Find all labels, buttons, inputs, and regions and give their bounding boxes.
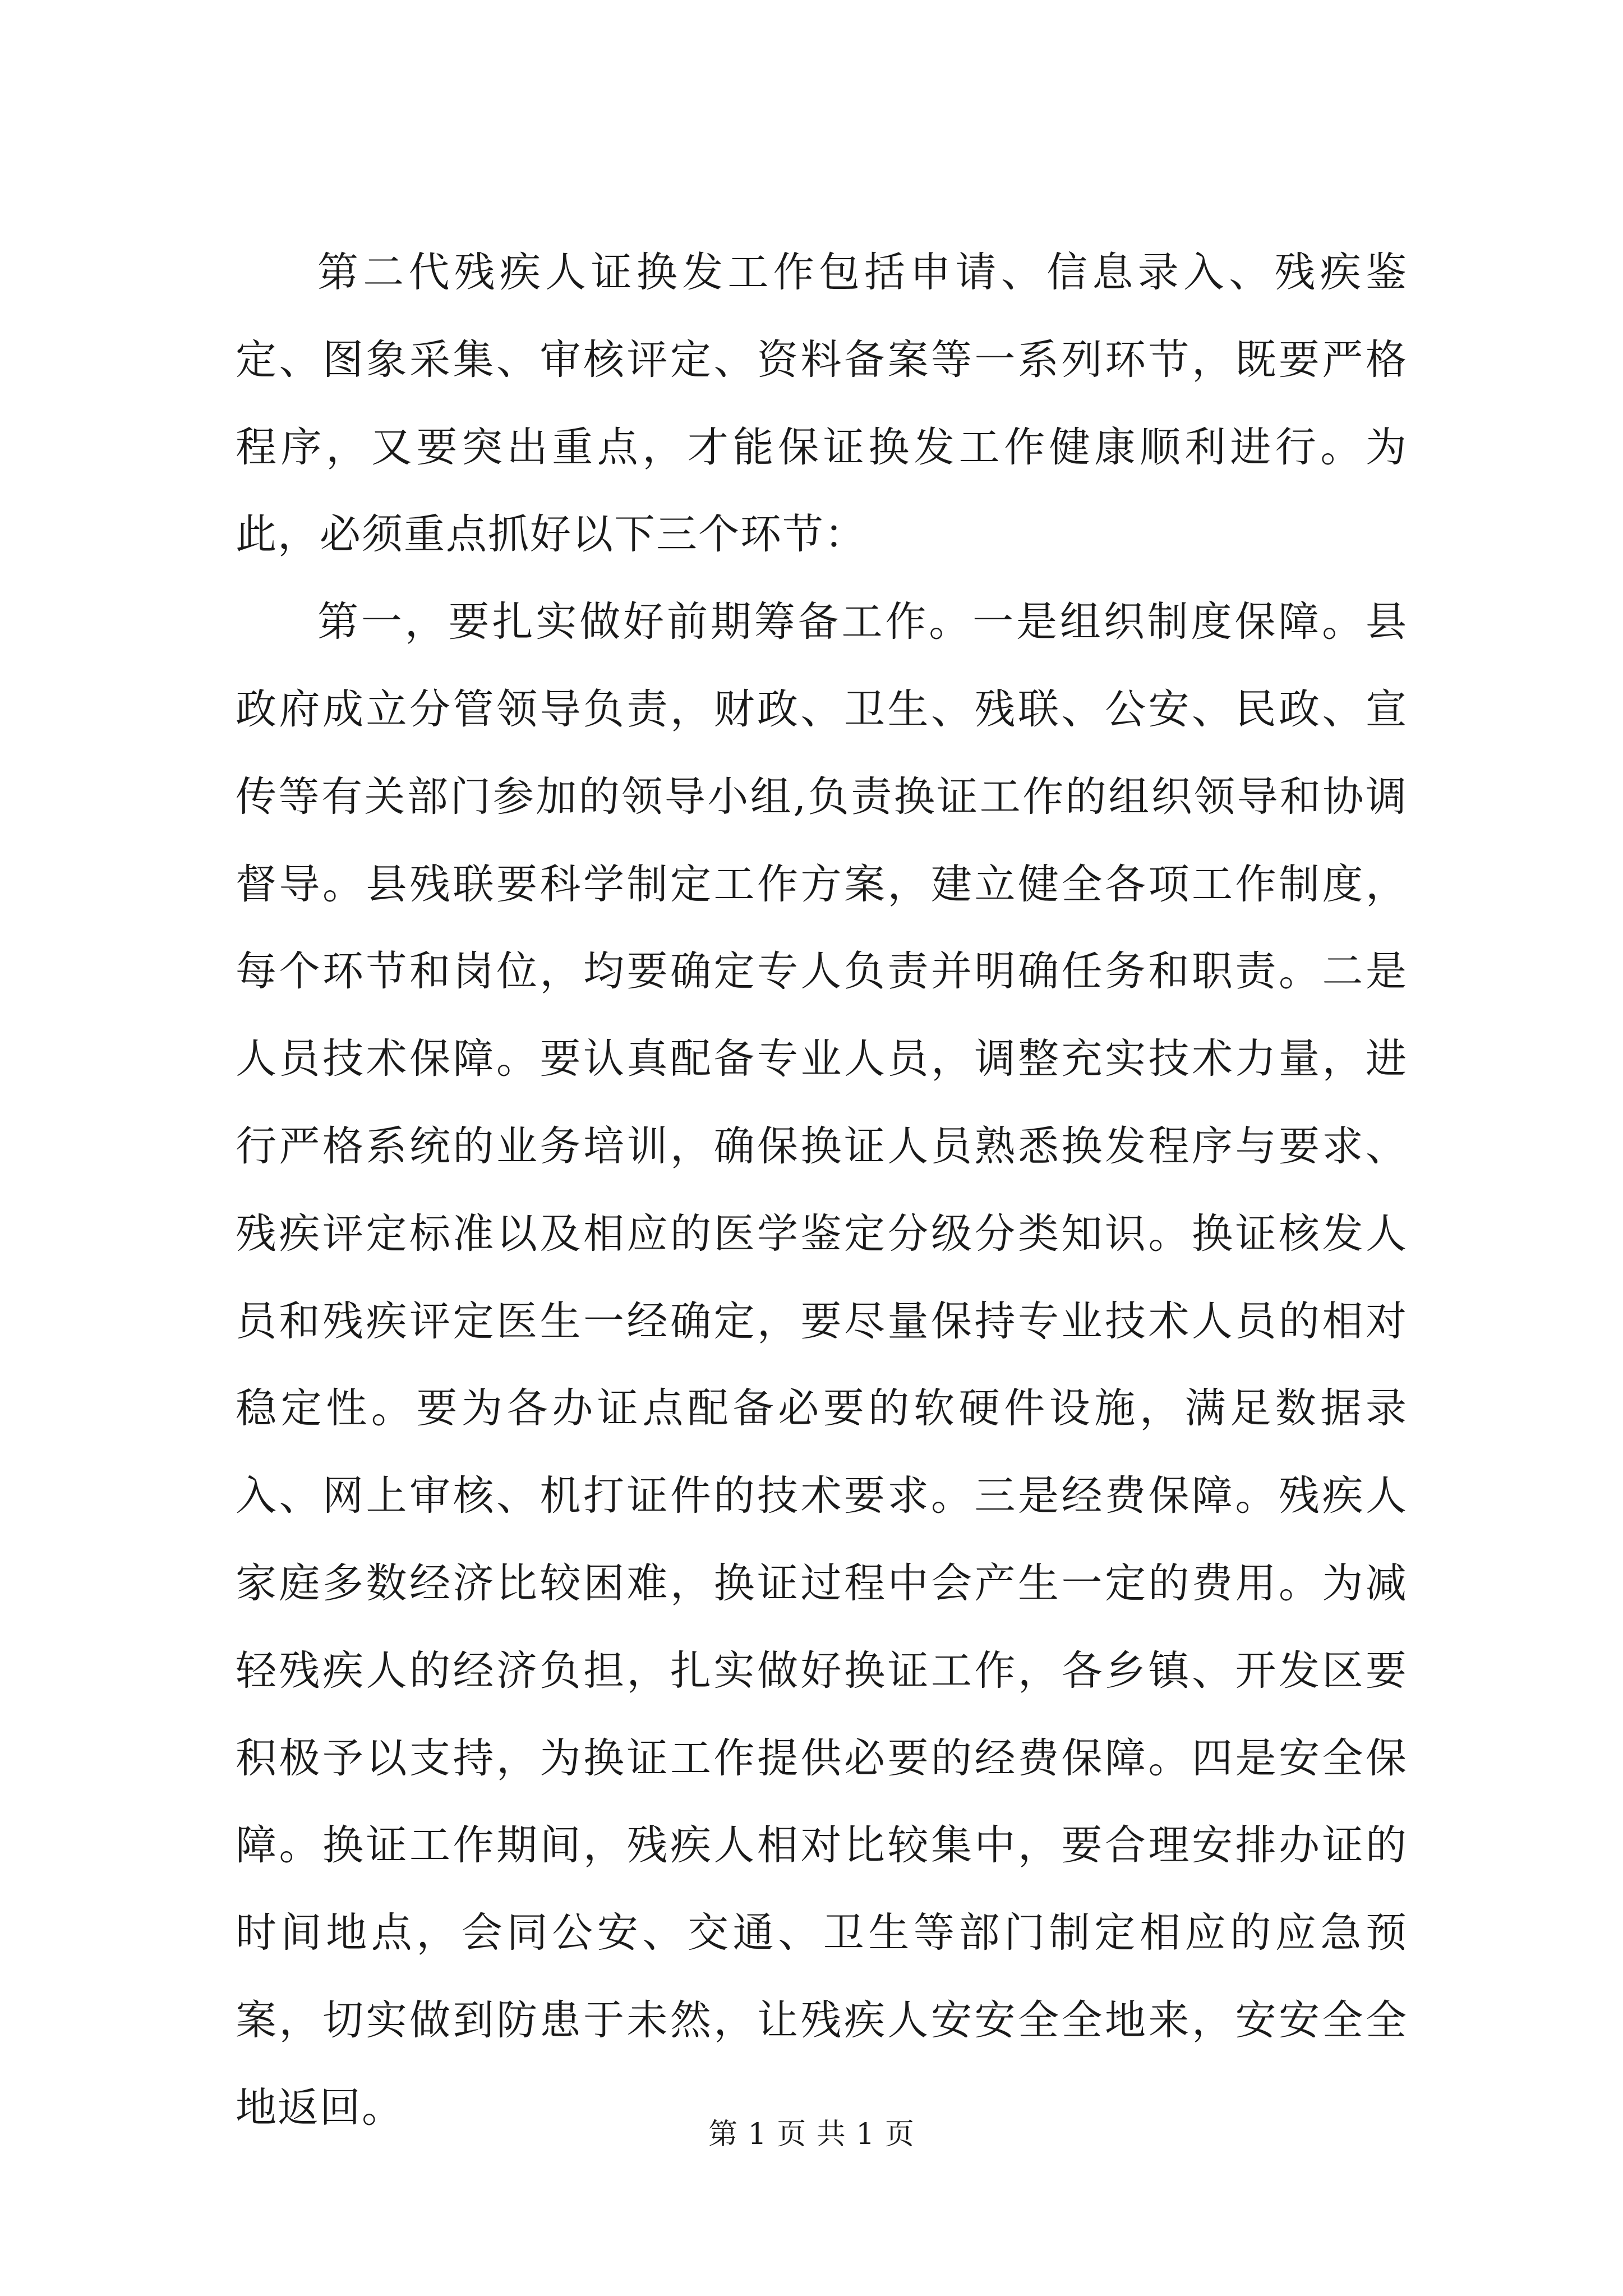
page-footer: 第 1 页 共 1 页 — [708, 2118, 915, 2151]
document-body — [236, 229, 1408, 2152]
paragraph-intro: 第二代残疾人证换发工作包括申请、信息录入、残疾鉴定、图象采集、审核评定、资料备案等一系列环节，既要严格程序，又要突出重点，才能保证换发工作健康顺利进行。为此，必须重点抓好以下三个环节： — [236, 249, 1408, 559]
paragraph-first-point: 第一，要扎实做好前期筹备工作。一是组织制度保障。县政府成立分管领导负责，财政、卫生、残联、公安、民政、宣传等有关部门参加的领导小组,负责换证工作的组织领导和协调督导。县残联要科学制定工作方案，建立健全各项工作制度，每个环节和岗位，均要确定专人负责并明确任务和职责。二是人员技术保障。要认真配备专业人员，调整充实技术力量，进行严格系统的业务培训，确保换证人员熟悉换发程序与要求、残疾评定标准以及相应的医学鉴定分级分类知识。换证核发人员和残疾评定医生一经确定，要尽量保持专业技术人员的相对稳定性。要为各办证点配备必要的软硬件设施，满足数据录入、网上审核、机打证件的技术要求。三是经费保障。残疾人家庭多数经济比较困难，换证过程中会产生一定的费用。为减轻残疾人的经济负担，扎实做好换证工作，各乡镇、开发区要积极予以支持，为换证工作提供必要的经费保障。四是安全保障。换证工作期间，残疾人相对比较集中，要合理安排办证的时间地点，会同公安、交通、卫生等部门制定相应的应急预案，切实做到防患于未然，让残疾人安安全全地来，安安全全地返回。 — [236, 598, 1408, 2132]
